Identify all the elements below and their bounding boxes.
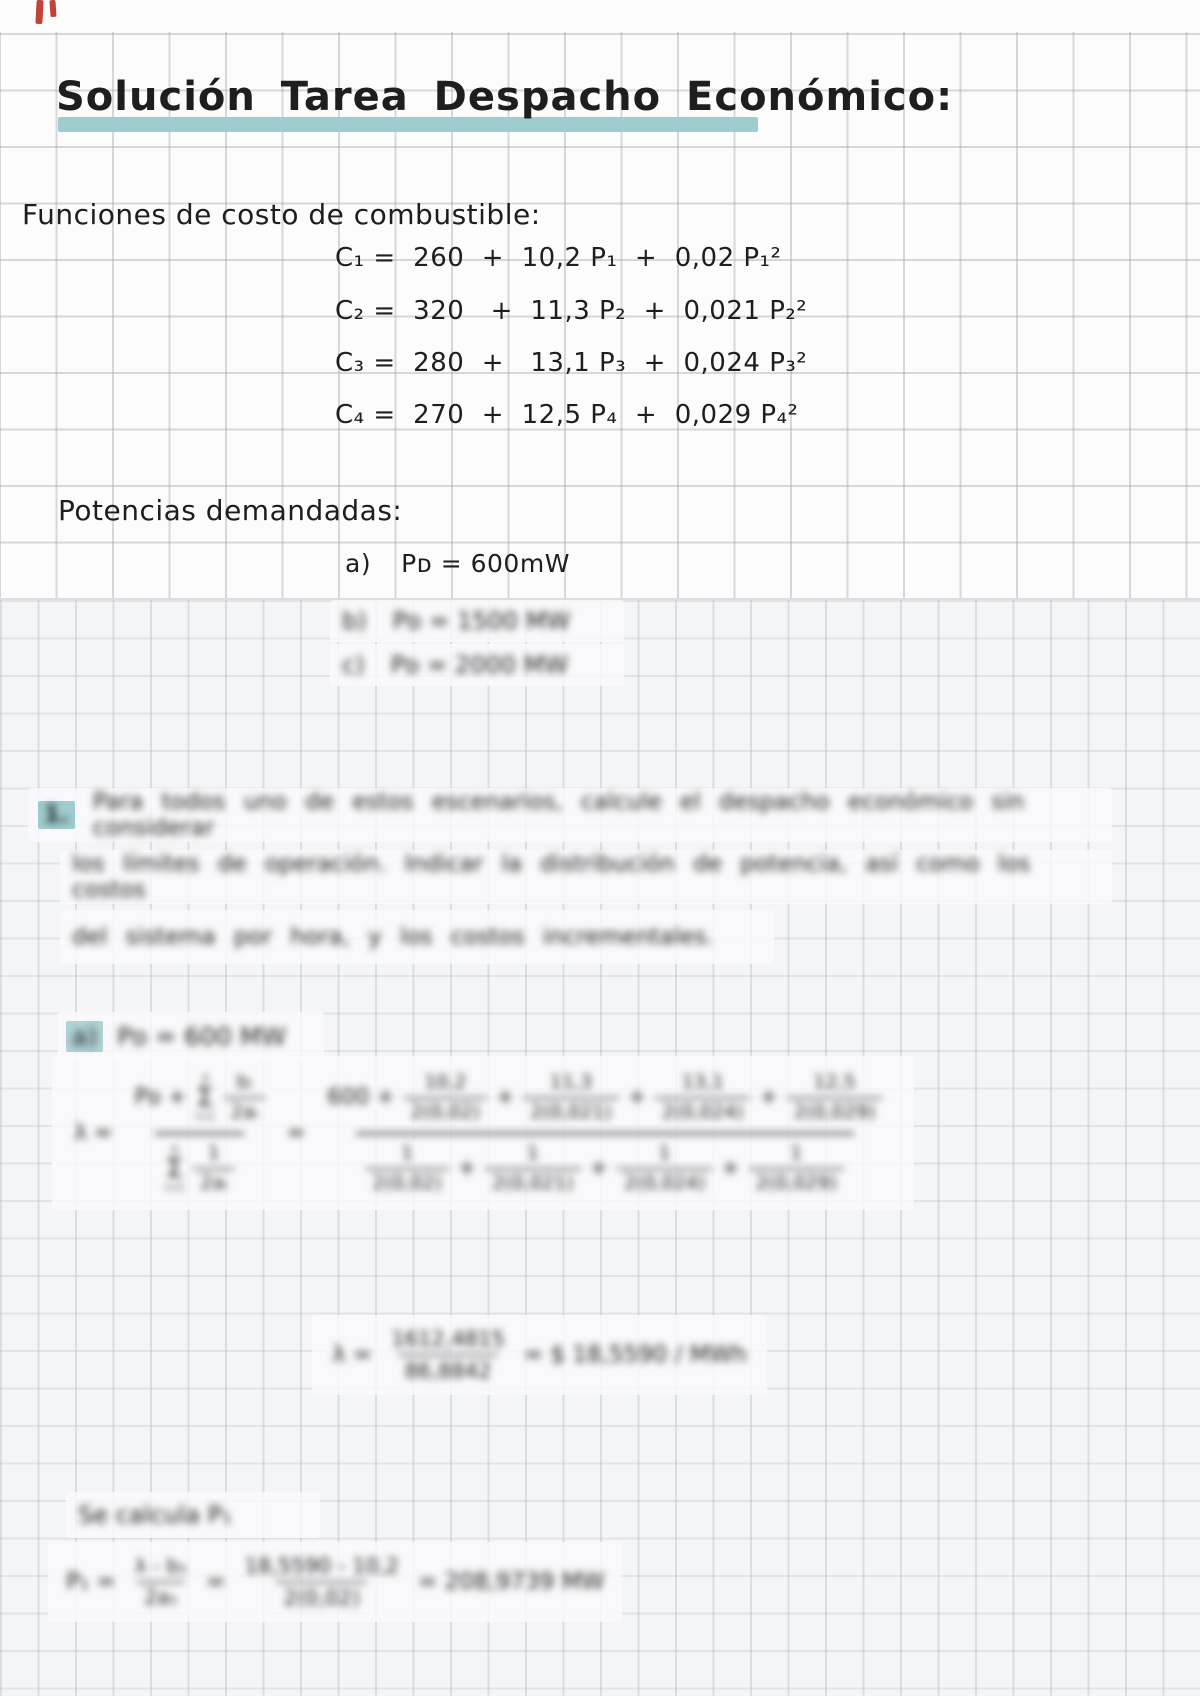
demand-item-c-text — [342, 651, 568, 679]
fraction-numerator: 10,2 — [424, 1071, 467, 1093]
demand-item-a — [345, 549, 570, 578]
lambda-general-prefix: Pᴅ + — [134, 1085, 187, 1111]
problem-statement-line-2 — [60, 850, 1112, 904]
page-title: Solución Tarea Despacho Económico: — [56, 74, 954, 120]
fraction-numerator: 1 — [207, 1141, 220, 1164]
solution-case-label: a) — [72, 1021, 98, 1051]
sigma-upper-limit: 4 — [201, 1072, 209, 1086]
fraction-denominator: 2aᵢ — [224, 1097, 265, 1124]
lambda-result-lhs: λ = — [332, 1342, 373, 1369]
term-fraction-4 — [787, 1072, 882, 1124]
fraction-denominator: 2(0,02) — [404, 1097, 487, 1124]
p1-result-value: = 208,9739 MW — [417, 1569, 605, 1596]
demand-item-a-value: Pᴅ = 600mW — [401, 549, 570, 578]
lambda-numeric-fraction — [317, 1072, 892, 1194]
fuel-costs-heading: Funciones de costo de combustible: — [22, 198, 541, 231]
fraction-numerator: 1 — [401, 1141, 414, 1164]
demand-item-b-text — [342, 607, 570, 635]
numeric-prefix: 600 + — [327, 1085, 395, 1111]
solution-case-highlight — [66, 1021, 103, 1052]
sigma-symbol — [195, 1073, 214, 1122]
problem-statement-line-1 — [28, 788, 1112, 842]
fraction-numerator: 1 — [526, 1141, 539, 1164]
solution-case-heading — [58, 1012, 324, 1060]
lambda-result-row — [332, 1327, 747, 1383]
demand-item-b-label: b) — [342, 607, 367, 635]
equals-sign: = — [206, 1569, 226, 1596]
p1-numeric-fraction — [237, 1554, 406, 1610]
fraction-denominator: 2(0,02) — [366, 1168, 449, 1195]
fraction-denominator: 2(0,021) — [523, 1097, 618, 1124]
plus-sign: + — [627, 1085, 647, 1111]
equals-sign: = — [286, 1120, 306, 1146]
fraction-numerator: λ - b₁ — [134, 1554, 188, 1579]
fraction-numerator: 11,3 — [549, 1071, 593, 1093]
fraction-denominator: 86,8842 — [398, 1354, 499, 1383]
term-fraction-2 — [523, 1072, 618, 1124]
lambda-numeric-numerator — [317, 1072, 892, 1132]
lambda-result-fraction — [384, 1327, 512, 1383]
fraction-denominator: 2(0,02) — [276, 1581, 367, 1610]
plus-sign: + — [589, 1156, 608, 1182]
fraction-numerator: 1 — [658, 1141, 671, 1164]
sigma-glyph: Σ — [196, 1082, 214, 1114]
problem-number-highlight — [38, 801, 75, 829]
fraction-numerator: 18,5590 - 10,2 — [244, 1554, 399, 1578]
one-over-2ai-fraction — [193, 1143, 234, 1195]
fraction-denominator: 2(0,029) — [787, 1097, 882, 1124]
fraction-denominator: 2aᵢ — [193, 1168, 234, 1195]
sigma-lower-limit: i=1 — [164, 1181, 185, 1195]
demands-heading: Potencias demandadas: — [58, 494, 403, 527]
fraction-denominator: 2(0,021) — [485, 1168, 580, 1195]
problem-statement-line-3 — [60, 910, 774, 964]
term-fraction-5 — [366, 1143, 449, 1195]
solution-case-value: Pᴅ = 600 MW — [117, 1021, 287, 1051]
lambda-general-numerator — [124, 1072, 274, 1132]
demand-item-c — [330, 644, 624, 686]
red-pen-mark — [35, 0, 43, 24]
p1-calculation — [48, 1542, 622, 1622]
demand-item-b-value: Pᴅ = 1500 MW — [392, 607, 571, 635]
p1-symbolic-fraction — [128, 1555, 194, 1609]
plus-sign: + — [759, 1085, 778, 1111]
p1-heading-text: Se calcula P₁ — [78, 1501, 232, 1529]
fraction-denominator: 2(0,024) — [617, 1168, 712, 1195]
lambda-lhs: λ = — [74, 1120, 113, 1146]
problem-text-line-3: del sistema por hora, y los costos incrementales. — [72, 924, 714, 950]
fraction-numerator: 1 — [790, 1141, 803, 1164]
demand-item-c-value: Pᴅ = 2000 MW — [390, 651, 569, 679]
fraction-numerator: 12,5 — [813, 1071, 856, 1093]
problem-text-line-1: Para todos uno de estos escenarios, calcule el despacho económico sin considerar — [92, 789, 1025, 841]
lambda-formula — [52, 1056, 914, 1210]
lambda-result-value: = $ 18,5590 / MWh — [523, 1342, 747, 1369]
term-fraction-1 — [404, 1072, 487, 1124]
plus-sign: + — [495, 1085, 515, 1111]
sigma-upper-limit: 4 — [171, 1143, 179, 1157]
term-fraction-3 — [655, 1072, 750, 1124]
p1-lhs: P₁ = — [66, 1569, 116, 1596]
red-pen-mark — [49, 0, 56, 17]
fraction-denominator: 2(0,024) — [655, 1097, 750, 1124]
problem-number: 1. — [44, 802, 69, 828]
plus-sign: + — [721, 1156, 740, 1182]
bi-over-2ai-fraction — [224, 1072, 265, 1124]
fuel-cost-equation-4: C₄ = 270 + 12,5 P₄ + 0,029 P₄² — [335, 400, 799, 430]
sigma-symbol — [165, 1144, 184, 1193]
term-fraction-6 — [485, 1143, 580, 1195]
fraction-numerator: 1612,4815 — [391, 1327, 505, 1351]
lambda-numeric-denominator — [356, 1132, 854, 1195]
term-fraction-8 — [749, 1143, 844, 1195]
sigma-lower-limit: i=1 — [195, 1110, 215, 1124]
fuel-cost-equation-3: C₃ = 280 + 13,1 P₃ + 0,024 P₃² — [335, 348, 808, 378]
problem-text-line-2: los límites de operación. Indicar la distribución de potencia, así como los costos — [72, 851, 1031, 903]
p1-calculation-row — [66, 1554, 604, 1610]
lambda-result — [312, 1315, 767, 1395]
p1-heading — [66, 1492, 320, 1538]
lambda-formula-row — [74, 1072, 892, 1194]
demand-item-a-label: a) — [345, 549, 372, 578]
fraction-numerator: bᵢ — [236, 1071, 253, 1093]
fraction-denominator: 2(0,029) — [749, 1168, 844, 1195]
fraction-denominator: 2a₁ — [137, 1581, 184, 1609]
fraction-numerator: 13,1 — [681, 1071, 724, 1093]
fuel-cost-equation-1: C₁ = 260 + 10,2 P₁ + 0,02 P₁² — [335, 243, 782, 273]
demand-item-c-label: c) — [342, 651, 365, 679]
fuel-cost-equation-2: C₂ = 320 + 11,3 P₂ + 0,021 P₂² — [335, 296, 808, 326]
lambda-general-denominator — [155, 1132, 244, 1195]
lambda-general-fraction — [124, 1072, 274, 1194]
plus-sign: + — [457, 1156, 477, 1182]
sigma-glyph: Σ — [166, 1153, 184, 1185]
term-fraction-7 — [617, 1143, 712, 1195]
demand-item-b — [330, 600, 624, 642]
